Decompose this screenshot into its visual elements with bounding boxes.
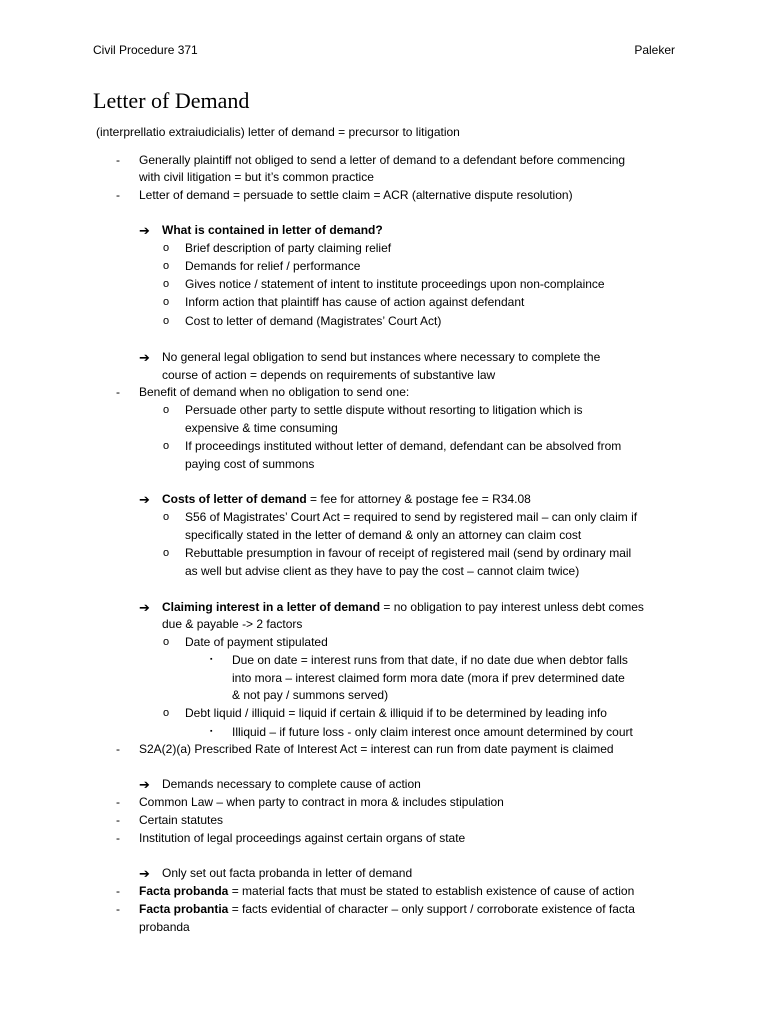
line-text (185, 294, 524, 312)
dash-bullet-icon: - (116, 742, 120, 756)
line-text (162, 367, 495, 385)
line-text (185, 509, 637, 527)
line-text (185, 545, 631, 563)
text-line (0, 187, 768, 205)
dash-bullet-icon: - (116, 813, 120, 827)
text-line (0, 349, 768, 367)
text-run: Certain statutes (139, 813, 224, 827)
text-run: Persuade other party to settle dispute without resorting to litigation which is (185, 403, 583, 417)
circle-bullet-icon: o (163, 636, 170, 648)
text-line (0, 812, 768, 830)
dash-bullet-icon: - (116, 884, 120, 898)
text-line (0, 240, 768, 258)
text-line (0, 724, 768, 742)
circle-bullet-icon: o (163, 278, 170, 290)
circle-bullet-icon: o (163, 404, 170, 416)
text-run: Demands necessary to complete cause of action (162, 777, 421, 791)
text-run: as well but advise client as they have to pay the cost – cannot claim twice) (185, 564, 580, 578)
text-line (0, 222, 768, 240)
line-text (185, 420, 338, 438)
text-line (0, 169, 768, 187)
text-line (0, 545, 768, 563)
text-run: = material facts that must be stated to establish existence of cause of action (228, 884, 635, 898)
bold-term: Facta probanda (139, 884, 229, 898)
text-run: Generally plaintiff not obliged to send a letter of demand to a defendant before commencing (139, 153, 626, 167)
line-text (162, 776, 421, 794)
line-text (139, 384, 409, 402)
text-line (0, 919, 768, 937)
line-text (139, 187, 573, 205)
text-line (0, 794, 768, 812)
text-line (0, 527, 768, 545)
line-text (139, 883, 634, 901)
square-bullet-icon: ▪ (210, 728, 213, 735)
line-text (162, 491, 531, 509)
line-text (185, 705, 607, 723)
text-run: Letter of demand = persuade to settle claim = ACR (alternative dispute resolution) (139, 188, 573, 202)
text-run: Debt liquid / illiquid = liquid if certain & illiquid if to be determined by leading info (185, 706, 607, 720)
text-line (0, 830, 768, 848)
line-text (139, 919, 190, 937)
page-header (93, 42, 675, 60)
text-line (0, 670, 768, 688)
text-run: into mora – interest claimed form mora date (mora if prev determined date (232, 671, 625, 685)
text-run: Date of payment stipulated (185, 635, 328, 649)
text-run: Gives notice / statement of intent to institute proceedings upon non-complaince (185, 277, 605, 291)
line-text (185, 634, 328, 652)
text-run: Inform action that plaintiff has cause of action against defendant (185, 295, 525, 309)
text-line (0, 313, 768, 331)
line-text (139, 794, 504, 812)
text-line (0, 705, 768, 723)
page-title: Letter of Demand (93, 88, 250, 113)
dash-bullet-icon: - (116, 153, 120, 167)
line-text (162, 222, 383, 240)
text-line (0, 402, 768, 420)
text-line (0, 687, 768, 705)
text-run: (interprellatio extraiudicialis) letter of demand = precursor to litigation (96, 125, 460, 139)
text-run: S56 of Magistrates’ Court Act = required to send by registered mail – can only claim if (185, 510, 638, 524)
text-run: Institution of legal proceedings against certain organs of state (139, 831, 466, 845)
dash-bullet-icon: - (116, 831, 120, 845)
text-run: Due on date = interest runs from that date, if no date due when debtor falls (232, 653, 628, 667)
text-run: Demands for relief / performance (185, 259, 361, 273)
circle-bullet-icon: o (163, 707, 170, 719)
text-line (0, 420, 768, 438)
text-line (0, 294, 768, 312)
text-line (0, 776, 768, 794)
bold-term: Costs of letter of demand (162, 492, 307, 506)
text-run: Illiquid – if future loss - only claim interest once amount determined by court (232, 725, 633, 739)
text-run: S2A(2)(a) Prescribed Rate of Interest Act = interest can run from date payment is claimed (139, 742, 614, 756)
line-text (232, 652, 628, 670)
text-line (0, 741, 768, 759)
text-run: = facts evidential of character – only support / corroborate existence of facta (228, 902, 635, 916)
line-text (139, 901, 635, 919)
text-run: specifically stated in the letter of demand & only an attorney can claim cost (185, 528, 582, 542)
course-name: Civil Procedure 371 (93, 43, 198, 57)
text-line (0, 124, 768, 142)
circle-bullet-icon: o (163, 260, 170, 272)
dash-bullet-icon: - (116, 385, 120, 399)
line-text (185, 402, 583, 420)
arrow-bullet-icon: ➔ (139, 777, 150, 792)
line-text (162, 616, 302, 634)
text-run: Only set out facta probanda in letter of demand (162, 866, 413, 880)
dash-bullet-icon: - (116, 188, 120, 202)
line-text (232, 687, 388, 705)
line-text (139, 812, 223, 830)
text-run: If proceedings instituted without letter of demand, defendant can be absolved from (185, 439, 622, 453)
line-text (96, 124, 460, 142)
text-line (0, 509, 768, 527)
line-text (232, 724, 633, 742)
text-run: Cost to letter of demand (Magistrates’ Court Act) (185, 314, 442, 328)
circle-bullet-icon: o (163, 511, 170, 523)
arrow-bullet-icon: ➔ (139, 492, 150, 507)
text-line (0, 456, 768, 474)
line-text (139, 152, 625, 170)
bold-term: Claiming interest in a letter of demand (162, 600, 381, 614)
text-run: course of action = depends on requirements of substantive law (162, 368, 496, 382)
text-line (0, 634, 768, 652)
text-line (0, 258, 768, 276)
line-text (139, 741, 614, 759)
text-run: paying cost of summons (185, 457, 315, 471)
line-text (185, 276, 605, 294)
text-line (0, 599, 768, 617)
text-run: Brief description of party claiming relief (185, 241, 392, 255)
text-line (0, 883, 768, 901)
text-run: = no obligation to pay interest unless debt comes (380, 600, 644, 614)
line-text (185, 313, 441, 331)
text-run: expensive & time consuming (185, 421, 338, 435)
line-text (185, 527, 581, 545)
text-run: with civil litigation = but it’s common practice (139, 170, 374, 184)
bold-term: What is contained in letter of demand? (162, 223, 383, 237)
line-text (139, 830, 465, 848)
line-text (185, 438, 621, 456)
arrow-bullet-icon: ➔ (139, 600, 150, 615)
line-text (185, 258, 360, 276)
text-line (0, 901, 768, 919)
text-line (0, 491, 768, 509)
text-line (0, 438, 768, 456)
text-line (0, 384, 768, 402)
line-text (185, 456, 314, 474)
text-run: probanda (139, 920, 190, 934)
text-run: & not pay / summons served) (232, 688, 389, 702)
line-text (162, 865, 412, 883)
text-run: Rebuttable presumption in favour of receipt of registered mail (send by ordinary mail (185, 546, 632, 560)
text-run: No general legal obligation to send but instances where necessary to complete the (162, 350, 601, 364)
arrow-bullet-icon: ➔ (139, 350, 150, 365)
text-line (0, 152, 768, 170)
circle-bullet-icon: o (163, 315, 170, 327)
text-run: due & payable -> 2 factors (162, 617, 303, 631)
square-bullet-icon: ▪ (210, 656, 213, 663)
text-line (0, 367, 768, 385)
text-line (0, 563, 768, 581)
author-name: Paleker (634, 43, 675, 57)
circle-bullet-icon: o (163, 296, 170, 308)
text-line (0, 865, 768, 883)
line-text (232, 670, 625, 688)
dash-bullet-icon: - (116, 795, 120, 809)
text-run: Benefit of demand when no obligation to send one: (139, 385, 410, 399)
line-text (185, 240, 391, 258)
circle-bullet-icon: o (163, 547, 170, 559)
text-run: Common Law – when party to contract in mora & includes stipulation (139, 795, 504, 809)
circle-bullet-icon: o (163, 242, 170, 254)
bold-term: Facta probantia (139, 902, 229, 916)
text-line (0, 652, 768, 670)
circle-bullet-icon: o (163, 440, 170, 452)
line-text (139, 169, 374, 187)
dash-bullet-icon: - (116, 902, 120, 916)
line-text (185, 563, 579, 581)
line-text (162, 349, 600, 367)
text-line (0, 616, 768, 634)
arrow-bullet-icon: ➔ (139, 866, 150, 881)
arrow-bullet-icon: ➔ (139, 223, 150, 238)
text-run: = fee for attorney & postage fee = R34.08 (306, 492, 531, 506)
text-line (0, 276, 768, 294)
line-text (162, 599, 644, 617)
